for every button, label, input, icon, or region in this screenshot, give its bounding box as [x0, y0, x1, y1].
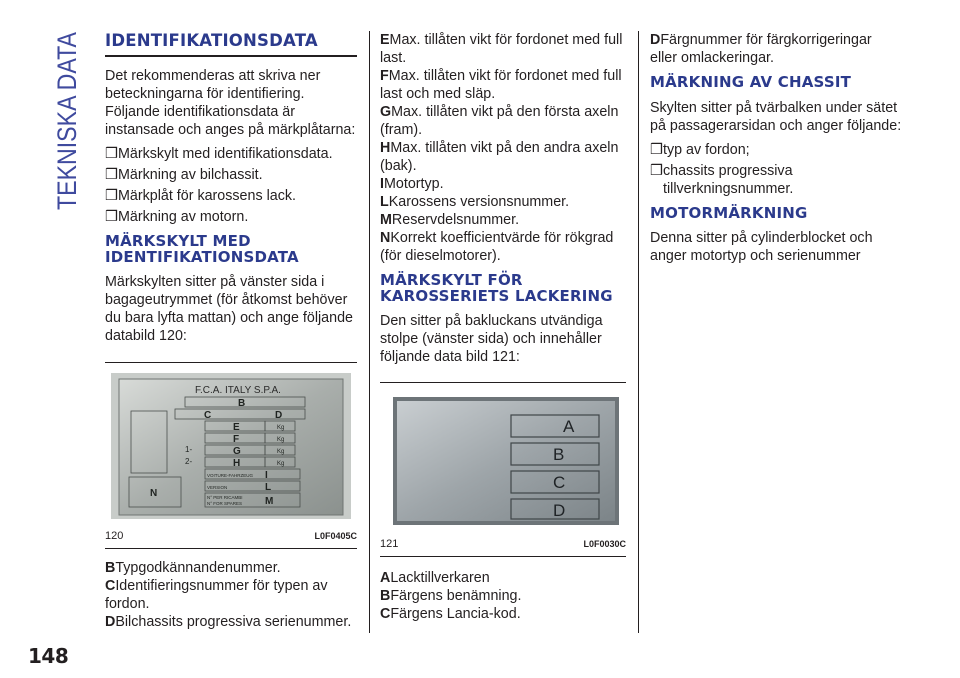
paint-plate-paragraph: Den sitter på bakluckans utvändiga stolpe (vänster sida) och innehåller följande data bild 121:: [380, 313, 603, 365]
svg-text:N° FOR SPARES: N° FOR SPARES: [207, 501, 242, 506]
bullet-text: Märkning av motorn.: [118, 209, 249, 225]
svg-text:Kg: Kg: [277, 461, 285, 467]
legend-item: ALacktillverkaren: [380, 570, 490, 586]
svg-text:Kg: Kg: [277, 437, 285, 443]
legend-item: DBilchassits progressiva serienummer.: [105, 614, 352, 630]
svg-text:I: I: [265, 470, 268, 481]
column-divider: [369, 31, 370, 633]
svg-text:Kg: Kg: [277, 449, 285, 455]
legend-item: BTypgodkännandenummer.: [105, 560, 281, 576]
svg-text:E: E: [233, 422, 240, 433]
page-number: 148: [28, 644, 69, 668]
figure-number: 120: [105, 530, 124, 542]
svg-text:F: F: [233, 434, 240, 445]
svg-text:D: D: [553, 501, 566, 520]
bullet-item: [105, 166, 357, 184]
figure-top-rule: [105, 362, 357, 363]
svg-text:B: B: [553, 445, 565, 464]
figure-120: [105, 362, 357, 549]
legend-item: IMotortyp.: [380, 176, 444, 192]
side-title-text: TEKNISKA DATA: [52, 30, 80, 210]
section-side-title: [50, 30, 80, 210]
checkbox-bullet-icon: ❒: [650, 162, 663, 179]
svg-text:N° PER RICAMBI: N° PER RICAMBI: [207, 495, 243, 500]
figure-121: [380, 382, 626, 557]
figure-top-rule: [380, 382, 626, 383]
figure-code: L0F0405C: [314, 531, 357, 541]
svg-text:VOITURE-FAHRZEUG: VOITURE-FAHRZEUG: [207, 473, 254, 478]
bullet-text: chassits progressiva tillverkningsnummer.: [663, 162, 794, 197]
svg-text:D: D: [275, 410, 283, 421]
legend-item: CIdentifieringsnummer för typen av fordon.: [105, 578, 328, 612]
intro-paragraph: Det rekommenderas att skriva ner beteckningarna för identifiering. Följande identifikationsdata är instansade och anges på märkplåtarna:: [105, 68, 356, 138]
svg-text:M: M: [265, 496, 274, 507]
legend-item: FMax. tillåten vikt för fordonet med full last och med släp.: [380, 68, 622, 102]
checkbox-bullet-icon: ❒: [105, 188, 118, 204]
svg-text:N: N: [150, 488, 158, 499]
svg-text:C: C: [204, 410, 212, 421]
svg-text:VERSION: VERSION: [207, 485, 228, 490]
subheading-identification-plate: MÄRKSKYLT MED IDENTIFIKATIONSDATA: [105, 232, 299, 266]
svg-text:Kg: Kg: [277, 425, 285, 431]
svg-text:A: A: [563, 417, 575, 436]
checkbox-bullet-icon: ❒: [105, 146, 118, 162]
checkbox-bullet-icon: ❒: [105, 167, 118, 183]
heading-chassis-marking: MÄRKNING AV CHASSIT: [650, 73, 852, 91]
column-3: [650, 31, 902, 265]
bullet-text: Märkplåt för karossens lack.: [118, 188, 296, 204]
identification-plate-image: [105, 371, 357, 523]
svg-text:1-: 1-: [185, 445, 193, 454]
bullet-item: [650, 141, 902, 159]
legend-item: NKorrekt koefficientvärde för rökgrad (för dieselmotorer).: [380, 230, 614, 264]
legend-item: EMax. tillåten vikt för fordonet med full last.: [380, 32, 623, 66]
chassis-paragraph: Skylten sitter på tvärbalken under sätet på passagerarsidan och anger följande:: [650, 99, 902, 134]
paint-plate-image: [383, 391, 623, 531]
svg-text:C: C: [553, 473, 566, 492]
legend-item: CFärgens Lancia-kod.: [380, 606, 521, 622]
legend-item: GMax. tillåten vikt på den första axeln (fram).: [380, 104, 619, 138]
checkbox-bullet-icon: ❒: [105, 209, 118, 225]
legend-item: HMax. tillåten vikt på den andra axeln (bak).: [380, 140, 619, 174]
column-1: [105, 31, 357, 631]
legend-item: MReservdelsnummer.: [380, 212, 520, 228]
figure-caption: [380, 531, 626, 557]
bullet-item: [105, 208, 357, 226]
svg-text:L: L: [265, 482, 272, 493]
svg-text:G: G: [233, 446, 241, 457]
legend-item: DFärgnummer för färgkorrigeringar eller omlackeringar.: [650, 32, 872, 66]
svg-text:B: B: [238, 398, 246, 409]
column-divider: [638, 31, 639, 633]
column-2: [380, 31, 626, 623]
bullet-text: typ av fordon;: [663, 141, 750, 158]
legend-item: BFärgens benämning.: [380, 588, 522, 604]
figure-caption: [105, 523, 357, 549]
legend-item: LKarossens versionsnummer.: [380, 194, 570, 210]
svg-text:H: H: [233, 458, 241, 469]
bullet-item: [105, 187, 357, 205]
checkbox-bullet-icon: ❒: [650, 141, 663, 158]
bullet-text: Märkning av bilchassit.: [118, 167, 263, 183]
figure-code: L0F0030C: [583, 539, 626, 549]
bullet-item: [650, 162, 902, 198]
svg-text:F.C.A. ITALY S.P.A.: F.C.A. ITALY S.P.A.: [195, 385, 281, 396]
bullet-text: Märkskylt med identifikationsdata.: [118, 146, 333, 162]
subheading-paint-plate: MÄRKSKYLT FÖR KAROSSERIETS LACKERING: [380, 271, 613, 305]
svg-text:2-: 2-: [185, 457, 193, 466]
main-heading: IDENTIFIKATIONSDATA: [105, 31, 357, 57]
heading-engine-marking: MOTORMÄRKNING: [650, 203, 808, 222]
figure-number: 121: [380, 538, 399, 550]
identification-plate-paragraph: Märkskylten sitter på vänster sida i bagageutrymmet (för åtkomst behöver du bara lyfta mattan) och ange följande databild 120:: [105, 274, 353, 344]
bullet-item: [105, 145, 357, 163]
engine-paragraph: Denna sitter på cylinderblocket och anger motortyp och serienummer: [650, 230, 873, 264]
